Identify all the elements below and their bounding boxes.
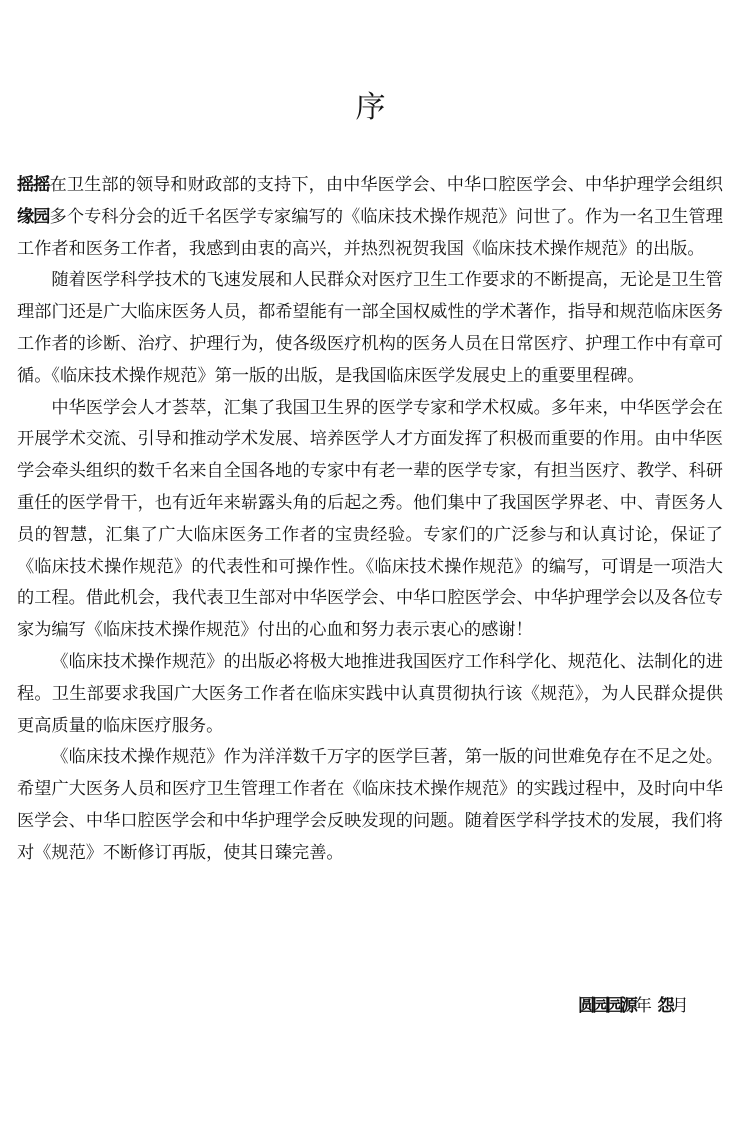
paragraph-text: 中华医学会人才荟萃，汇集了我国卫生界的医学专家和学术权威。多年来，中华医学会在开展学术交流、引导和推动学术发展、培养医学人才方面发挥了积极而重要的作用。由中华医学会牵头组织的数千名来自全国各地的专家中有老一辈的医学专家，有担当医疗、教学、科研重任的医学骨干，也有近年来崭露头角的后起之秀。他们集中了我国医学界老、中、青医务人员的智慧，汇集了广大临床医务工作者的宝贵经验。专家们的广泛参与和认真讨论，保证了《临床技术操作规范》的代表性和可操作性。《临床技术操作规范》的编写，可谓是一项浩大的工程。借此机会，我代表卫生部对中华医学会、中华口腔医学会、中华护理学会以及各位专家为编写《临床技术操作规范》付出的心血和努力表示衷心的感谢！ (17, 397, 723, 641)
paragraph-text: 随着医学科学技术的飞速发展和人民群众对医疗卫生工作要求的不断提高，无论是卫生管理部门还是广大临床医务人员，都希望能有一部全国权威性的学术著作，指导和规范临床医务工作者的诊断、治疗、护理行为，使各级医疗机构的医务人员在日常医疗、护理工作中有章可循。《临床技术操作规范》第一版的出版，是我国临床医学发展史上的重要里程碑。 (17, 270, 723, 386)
date-year-glyphs: 圆园园源 (578, 996, 635, 1016)
paragraph (17, 742, 723, 869)
paragraph (17, 170, 723, 265)
paragraph-text: 多个专科分会的近千名医学专家编写的《临床技术操作规范》问世了。作为一名卫生管理工作者和医务工作者，我感到由衷的高兴，并热烈祝贺我国《临床技术操作规范》的出版。 (17, 206, 723, 259)
paragraph (17, 265, 723, 392)
date-month-glyphs: 怨 (657, 996, 672, 1016)
garbled-glyphs: 摇摇 (17, 175, 50, 195)
page-title: 序 (355, 90, 388, 125)
date-year-unit: 年 (634, 996, 652, 1016)
date-month-unit: 月 (671, 996, 689, 1016)
signature-date (578, 992, 689, 1020)
garbled-glyphs: 缘园 (17, 206, 50, 227)
paragraph (17, 647, 723, 742)
paragraph-text: 在卫生部的领导和财政部的支持下，由中华医学会、中华口腔医学会、中华护理学会组织 (49, 175, 723, 195)
paragraph (17, 393, 723, 647)
paragraph-text: 《临床技术操作规范》作为洋洋数千万字的医学巨著，第一版的问世难免存在不足之处。希望广大医务人员和医疗卫生管理工作者在《临床技术操作规范》的实践过程中，及时向中华医学会、中华口腔医学会和中华护理学会反映发现的问题。随着医学科学技术的发展，我们将对《规范》不断修订再版，使其日臻完善。 (17, 747, 723, 863)
paragraph-text: 《临床技术操作规范》的出版必将极大地推进我国医疗工作科学化、规范化、法制化的进程。卫生部要求我国广大医务工作者在临床实践中认真贯彻执行该《规范》，为人民群众提供更高质量的临床医疗服务。 (17, 651, 723, 736)
preface-body (17, 170, 723, 870)
